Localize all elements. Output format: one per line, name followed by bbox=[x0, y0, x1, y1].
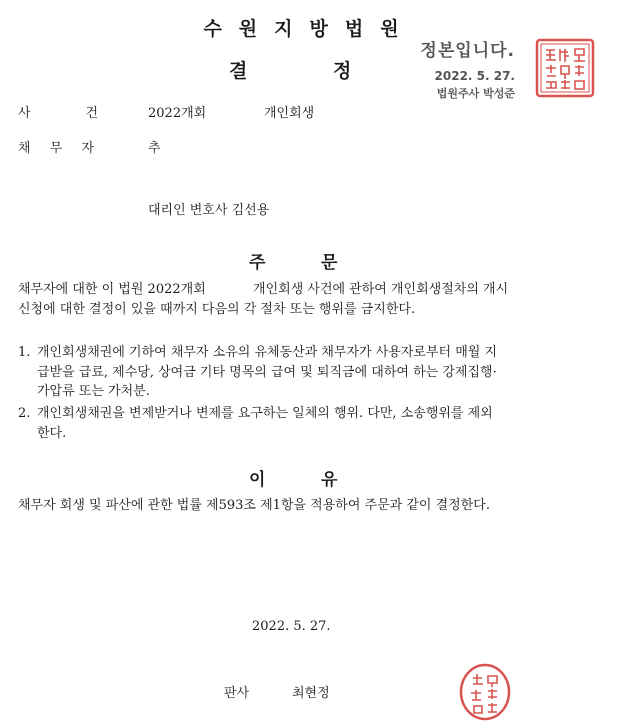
order-item-2-line-1: 개인회생채권을 변제받거나 변제를 요구하는 일체의 행위. 다만, 소송행위를 제외 bbox=[37, 406, 493, 421]
order-item-1-line-3: 가압류 또는 가처분. bbox=[37, 384, 150, 399]
order-item-1-line-2: 급받을 급료, 제수당, 상여금 기타 명목의 급여 및 퇴직금에 대하여 하는 강제집행· bbox=[37, 365, 497, 380]
reason-text: 채무자 회생 및 파산에 관한 법률 제593조 제1항을 적용하여 주문과 같이 결정한다. bbox=[18, 498, 490, 513]
order-item-2-number: 2. bbox=[18, 406, 31, 421]
reason-heading-char-1: 이 bbox=[249, 470, 266, 490]
legal-agent: 대리인 변호사 김선용 bbox=[148, 203, 270, 218]
certification-label: 정본입니다. bbox=[420, 41, 515, 61]
order-item-1-number: 1. bbox=[18, 345, 31, 360]
doc-title-right: 정 bbox=[333, 60, 352, 82]
order-paragraph-line-1: 채무자에 대한 이 법원 2022개회 개인회생 사건에 관하여 개인회생절차의 개시 bbox=[18, 282, 509, 297]
case-label bbox=[18, 102, 98, 121]
judge-name: 최현정 bbox=[292, 686, 330, 701]
court-name: 수원지방법원 bbox=[203, 18, 416, 40]
debtor-label-char-1: 채 bbox=[18, 141, 31, 156]
order-item-1-line-1: 개인회생채권에 기하여 채무자 소유의 유체동산과 채무자가 사용자로부터 매월 지 bbox=[37, 345, 498, 360]
reason-heading-char-2: 유 bbox=[321, 470, 338, 490]
signature-date: 2022. 5. 27. bbox=[252, 619, 331, 634]
certification-block bbox=[420, 36, 515, 101]
order-heading-char-2: 문 bbox=[321, 253, 338, 273]
case-label-char-2: 건 bbox=[85, 106, 98, 121]
case-name: 개인회생 bbox=[264, 106, 315, 121]
case-number: 2022개회 bbox=[148, 106, 207, 121]
case-label-char-1: 사 bbox=[18, 106, 31, 121]
debtor-label bbox=[18, 137, 94, 156]
debtor-label-char-2: 무 bbox=[49, 141, 63, 156]
order-heading-char-1: 주 bbox=[249, 253, 266, 273]
order-item-2-line-2: 한다. bbox=[37, 426, 67, 441]
certification-date: 2022. 5. 27. bbox=[434, 69, 515, 83]
court-seal bbox=[535, 38, 595, 98]
debtor-label-char-3: 자 bbox=[81, 141, 94, 156]
clerk-name: 법원주사 박성준 bbox=[436, 87, 515, 100]
judge-title: 판사 bbox=[224, 686, 250, 701]
debtor-name: 추 bbox=[148, 141, 161, 156]
judge-seal bbox=[458, 662, 512, 722]
doc-title-left: 결 bbox=[229, 60, 248, 82]
order-paragraph-line-2: 신청에 대한 결정이 있을 때까지 다음의 각 절차 또는 행위를 금지한다. bbox=[18, 302, 416, 317]
